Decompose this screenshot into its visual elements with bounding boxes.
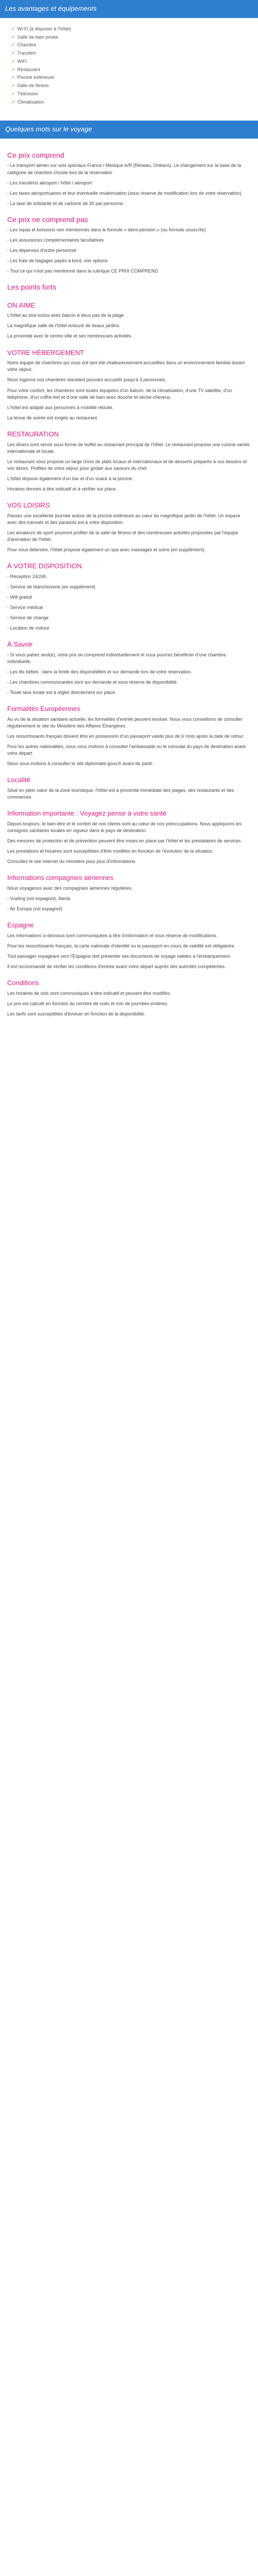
amenity-label: Wi-Fi (à disposer à l'hôtel)	[17, 26, 71, 31]
section-text: - La taxe de solidarité et de carbone de 30 par personne.	[7, 200, 124, 206]
section-text: Consultez le site internet du ministère pour plus d'informations.	[7, 859, 137, 865]
section-text: - Service de change	[7, 615, 49, 620]
check-icon: ✓	[11, 99, 15, 105]
section-text: - Toute taxe locale est à régler directement sur place.	[7, 690, 117, 696]
section-text: Au vu de la situation sanitaire actuelle, les formalités d'entrée peuvent évoluer. Nous vous conseillons de consulter régulièrement le site du Ministère des Affaires Étrangères.	[7, 716, 243, 728]
section-text: Notre équipe de chambres qui vous ont tant été chaleureusement accueillies dans un environnement familial durant votre séjour.	[7, 360, 245, 372]
section-text: Pour votre confort, les chambres sont toutes équipées d'un balcon, de la climatisation, d'une TV satellite, d'un téléphone, d'un coffre-fort et d'une salle de bain avec douche et sèche-cheveux.	[7, 387, 232, 400]
check-icon: ✓	[11, 58, 15, 64]
section-text: Des mesures de protection et de prévention peuvent être mises en place par l'hôtel et les prestataires de services.	[7, 838, 242, 844]
section-text: - Service médical	[7, 604, 43, 610]
amenity-item	[11, 25, 251, 33]
section-heading: ON AIME	[7, 301, 36, 309]
section-text: - Si vous partez seul(e), votre prix se comprend individuellement et vous pourrez bénéficier d'une chambre individuelle.	[7, 652, 226, 664]
amenity-label: Piscine extérieure	[17, 75, 55, 80]
amenity-label: Salle de bain privée	[17, 34, 58, 40]
check-icon: ✓	[11, 91, 15, 96]
amenity-item	[11, 82, 251, 90]
amenity-item	[11, 98, 251, 107]
amenities-list	[11, 25, 251, 107]
section-text: L'hôtel est adapté aux personnes à mobilité réduite.	[7, 404, 114, 410]
section-text: Il est recommandé de vérifier les conditions d'entrée avant votre départ auprès des autorités compétentes.	[7, 964, 226, 970]
amenity-label: Chambre	[17, 42, 37, 48]
section-heading: Formalités Européennes	[7, 705, 80, 713]
section-heading: Ce prix comprend	[7, 151, 64, 160]
section-text: - Les lits bébés : dans la limite des disponibilités et sur demande lors de votre réservation.	[7, 669, 192, 674]
section-text: La magnifique salle de l'hôtel entouré de beaux jardins	[7, 323, 120, 329]
check-icon: ✓	[11, 26, 15, 31]
amenity-item	[11, 90, 251, 98]
section-text: Le prix est calculé en fonction du nombre de nuits et non de journées entières.	[7, 1001, 169, 1007]
section-text: - Les taxes aéroportuaires et leur éventuelle revalorisation (sous réserve de modification lors de votre réservation)	[7, 190, 241, 196]
section-text: Situé en plein cœur de la zone touristique, l'hôtel est à proximité immédiate des plages, des restaurants et des commerces.	[7, 788, 234, 800]
amenity-item	[11, 58, 251, 66]
section-heading: Espagne	[7, 921, 34, 929]
section-heading: Ce prix ne comprend pas	[7, 215, 88, 224]
amenities-banner: Les avantages et équipements	[0, 0, 258, 18]
section-text: Nous logeons vos chambres standard pouvant accueillir jusqu'à 3 personnes.	[7, 377, 167, 383]
section-text: - Les frais de bagages payés à bord, voir options	[7, 258, 108, 264]
trip-sections	[0, 139, 258, 1027]
amenity-label: Restaurant	[17, 66, 40, 72]
section-text: - Location de voiture	[7, 625, 50, 631]
section-text: - Vueling (vol espagnol), Iberia	[7, 896, 70, 902]
section-heading: Les points forts	[7, 283, 56, 292]
check-icon: ✓	[11, 75, 15, 80]
section-text: Nous vous invitons à consulter le site diplomatie.gouv.fr avant de partir.	[7, 761, 153, 767]
section-text: Les dîners sont servis sous forme de buffet au restaurant principal de l'hôtel. Le restaurant propose une cuisine variée internationale et locale.	[7, 442, 250, 454]
section-text: Passez une excellente journée autour de la piscine extérieure au cœur du magnifique jardin de l'hôtel. Un espace avec des transats et des parasols est à votre disposition.	[7, 513, 240, 525]
section-text: - Air Europa (vol espagnol)	[7, 906, 62, 912]
amenity-item	[11, 66, 251, 74]
amenity-item	[11, 49, 251, 58]
section-text: - Les chambres communicantes sont sur demande et sous réserve de disponibilité.	[7, 680, 178, 685]
section-text: L'hôtel dispose également d'un bar et d'un snack à la piscine.	[7, 476, 134, 481]
section-text: - Les transferts aéroport / hôtel / aéroport	[7, 180, 92, 185]
amenity-item	[11, 41, 251, 49]
section-heading: Informations compagnies aériennes	[7, 874, 114, 882]
section-text: - Les assurances complémentaires facultatives	[7, 238, 104, 243]
amenity-item	[11, 74, 251, 82]
amenity-label: Transfert	[17, 50, 36, 56]
amenity-item	[11, 33, 251, 42]
check-icon: ✓	[11, 83, 15, 89]
section-text: Les informations ci-dessous sont communiquées à titre d'information et sous réserve de modifications.	[7, 933, 218, 939]
section-text: - Les repas et boissons non mentionnés dans le formule « demi-pension » (ou formule souscrite)	[7, 227, 206, 233]
section-heading: VOS LOISIRS	[7, 501, 50, 509]
section-text: Pour les autres nationalités, nous vous invitons à consulter l'ambassade ou le consulat du pays de destination avant votre départ.	[7, 744, 246, 756]
section-text: - Wifi gratuit	[7, 594, 33, 600]
section-heading: RESTAURATION	[7, 430, 59, 438]
section-text: Pour vous détendre, l'hôtel propose également un spa avec massages et soins (en supplément).	[7, 547, 206, 552]
section-text: Nous voyageons avec des compagnies aériennes régulières.	[7, 886, 133, 891]
section-text: L'hôtel au tout-inclus avec balcon à deux pas de la plage	[7, 313, 124, 318]
check-icon: ✓	[11, 34, 15, 40]
section-heading: VOTRE HÉBERGEMENT	[7, 348, 84, 357]
section-heading: À VOTRE DISPOSITION	[7, 562, 82, 570]
amenity-label: Salle de fitness	[17, 83, 49, 89]
section-text: Tout passager voyageant vers l'Espagne doit présenter ses documents de voyage valides à l'embarquement.	[7, 954, 231, 959]
section-text: - Réception 24/24h	[7, 573, 47, 579]
check-icon: ✓	[11, 42, 15, 48]
section-text: - Les dépenses d'ordre personnel	[7, 248, 76, 253]
amenity-label: Climatisation	[17, 99, 44, 105]
section-text: Les horaires de vols sont communiqués à titre indicatif et peuvent être modifiés.	[7, 991, 171, 996]
amenity-label: WiFi	[17, 58, 27, 64]
section-text: Les tarifs sont susceptibles d'évoluer en fonction de la disponibilité.	[7, 1011, 146, 1017]
check-icon: ✓	[11, 66, 15, 72]
section-text: Les prestations et horaires sont susceptibles d'être modifiés en fonction de l'évolution de la situation.	[7, 849, 214, 854]
section-text: Pour les ressortissants français, la carte nationale d'identité ou le passeport en cours de validité est obligatoire.	[7, 943, 235, 949]
section-heading: À Savoir	[7, 640, 33, 649]
section-text: La tenue de soirée est exigée au restaurant.	[7, 415, 99, 420]
section-text: - Le transport aérien sur vols spéciaux France / Mexique A/R (Réseau, Orléans). Le changement sur la base de la catégorie de chambre choisie lors de la réservation	[7, 163, 241, 175]
section-heading: Localité	[7, 776, 30, 784]
section-text: Le restaurant vous propose un large choix de plats locaux et internationaux et de desserts préparés à vos besoins et vos désirs. Profitez de votre séjour pour goûter aux saveurs du chef.	[7, 459, 247, 471]
page	[0, 0, 258, 1027]
section-text: Les amateurs de sport pourront profiter de la salle de fitness et des nombreuses activités proposées par l'équipe d'animation de l'hôtel.	[7, 530, 238, 542]
section-text: La proximité avec le centre-ville et ses nombreuses activités.	[7, 333, 133, 339]
section-text: Horaires donnés à titre indicatif et à vérifier sur place.	[7, 486, 117, 492]
section-text: Depuis toujours, le bien-être et le confort de nos clients sont au cœur de nos préoccupations. Nous appliquons les consignes sanitaires locales en vigueur dans le pays de destination.	[7, 821, 242, 834]
section-text: - Tout ce qui n'est pas mentionné dans la rubrique CE PRIX COMPREND	[7, 268, 158, 274]
trip-banner: Quelques mots sur le voyage	[0, 121, 258, 139]
section-text: Les ressortissants français doivent être en possession d'un passeport valide plus de 6 mois après la date de retour.	[7, 734, 244, 739]
check-icon: ✓	[11, 50, 15, 56]
section-heading: Information importante : Voyagez pense à votre santé	[7, 809, 167, 818]
amenity-label: Télévision	[17, 91, 39, 96]
section-heading: Conditions	[7, 979, 39, 987]
section-text: - Service de blanchisserie (en supplément)	[7, 584, 95, 589]
